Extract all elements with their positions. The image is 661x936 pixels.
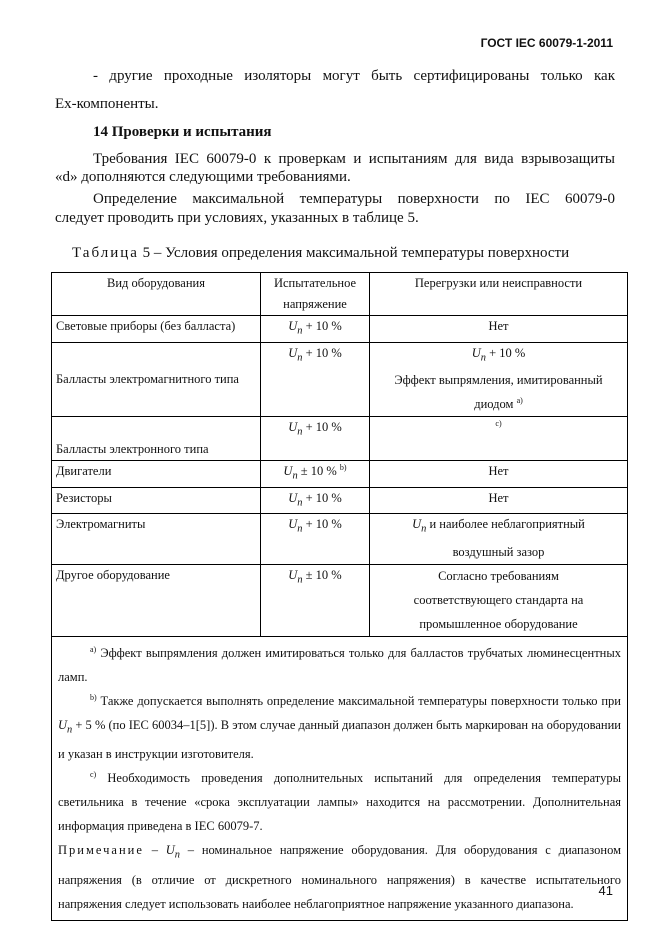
- un-symbol: U: [288, 567, 298, 582]
- footnote-marker: a): [516, 395, 523, 405]
- header-voltage: [261, 273, 370, 316]
- volt-value: + 10 %: [302, 345, 342, 360]
- section-p1-line2: «d» дополняются следующими требованиями.: [55, 169, 351, 185]
- cell-voltage: [261, 316, 370, 343]
- section-p2-line2: следует проводить при условиях, указанных в таблице 5.: [55, 210, 419, 226]
- cell-voltage: [261, 514, 370, 565]
- fault-text: и наиболее неблагоприятный: [426, 517, 585, 531]
- table-header-row: [52, 273, 628, 316]
- un-symbol: U: [471, 345, 481, 360]
- table-notes-row: [52, 636, 628, 920]
- un-sub: n: [421, 523, 427, 535]
- footnote-c: [58, 766, 621, 838]
- note-text: – номинальное напряжение оборудования. Для оборудования с диапазоном напряжения (в отличие от дискретного номинального напряжения) в качестве испытательного напряжения следует использовать наиболее неблагоприятное напряжение указанного диапазона.: [58, 843, 622, 911]
- fault-line-1: [374, 343, 623, 369]
- footnote-a: [58, 641, 621, 689]
- cell-voltage: [261, 417, 370, 461]
- footnote-text: + 5 % (по IEC 60034–1[5]). В этом случае данный диапазон должен быть маркирован на оборудовании и указан в инструкции изготовителя.: [58, 717, 621, 761]
- cell-fault: Нет: [370, 487, 628, 514]
- un-sub: n: [67, 724, 73, 735]
- un-sub: n: [174, 849, 180, 861]
- table-row: [52, 514, 628, 565]
- un-sub: n: [292, 470, 298, 482]
- table-row: [52, 564, 628, 636]
- section-p1-line1: Требования IEC 60079-0 к проверкам и испытаниям для вида взрывозащиты: [93, 151, 615, 167]
- volt-value: + 10 %: [302, 517, 342, 531]
- fault-line-3: промышленное оборудование: [419, 616, 578, 631]
- volt-value: + 10 %: [302, 319, 342, 333]
- table-note: [58, 838, 621, 916]
- un-sub: n: [297, 352, 303, 363]
- un-sub: n: [297, 523, 303, 535]
- un-sub: n: [297, 426, 303, 438]
- cell-voltage: [261, 487, 370, 514]
- table-caption: [72, 245, 569, 262]
- note-label: Примечание: [58, 843, 144, 857]
- page-number: 41: [598, 883, 613, 898]
- table-row: [52, 417, 628, 461]
- un-sub: n: [480, 352, 486, 363]
- fault-text: диодом: [474, 397, 514, 411]
- footnote-text: Также допускается выполнять определение максимальной температуры поверхности только при: [96, 693, 621, 708]
- table-row: [52, 316, 628, 343]
- footnote-marker: b): [90, 692, 97, 702]
- table-row: [52, 487, 628, 514]
- un-sub: n: [297, 497, 303, 508]
- table-caption-label: Таблица: [72, 245, 139, 261]
- un-symbol: U: [288, 420, 298, 434]
- cell-fault: Нет: [370, 461, 628, 488]
- table-row: [52, 461, 628, 488]
- un-symbol: U: [58, 717, 68, 732]
- fault-line-2: воздушный зазор: [452, 544, 545, 559]
- footnote-text: Необходимость проведения дополнительных испытаний для определения температуры светильника в течение «срока эксплуатации лампы» находится на рассмотрении. Дополнительная информация приведена в IEC 60079-7.: [58, 771, 621, 833]
- cell-equipment: Другое оборудование: [52, 564, 261, 636]
- document-standard-header: ГОСТ IEC 60079-1-2011: [480, 36, 613, 50]
- volt-value: ± 10 %: [297, 464, 337, 478]
- cell-equipment: Световые приборы (без балласта): [52, 316, 261, 343]
- fault-text: + 10 %: [485, 345, 526, 360]
- un-symbol: U: [288, 345, 298, 360]
- un-symbol: U: [165, 843, 175, 857]
- cell-equipment: Электромагниты: [52, 514, 261, 565]
- volt-value: + 10 %: [302, 420, 342, 434]
- un-symbol: U: [288, 517, 298, 531]
- volt-value: + 10 %: [302, 490, 342, 505]
- header-equipment: Вид оборудования: [52, 273, 261, 316]
- cell-fault: [370, 564, 628, 636]
- cell-voltage: [261, 461, 370, 488]
- table-notes: [52, 636, 628, 920]
- footnote-marker: c): [90, 769, 97, 779]
- un-symbol: U: [283, 464, 293, 478]
- section-title: 14 Проверки и испытания: [93, 124, 272, 140]
- cell-equipment: Балласты электронного типа: [52, 417, 261, 461]
- fault-line-1: [374, 514, 623, 540]
- cell-voltage: [261, 564, 370, 636]
- header-voltage-l1: Испытательное: [273, 276, 357, 290]
- footnote-marker: a): [90, 644, 97, 654]
- cell-fault: [370, 417, 628, 461]
- un-symbol: U: [412, 517, 422, 531]
- fault-line-3: [374, 392, 623, 416]
- un-symbol: U: [288, 319, 298, 333]
- cell-voltage: [261, 342, 370, 417]
- section-p2-line1: Определение максимальной температуры поверхности по IEC 60079-0: [93, 191, 615, 207]
- note-text: –: [143, 843, 166, 857]
- footnote-marker: b): [339, 462, 347, 472]
- un-symbol: U: [288, 490, 298, 505]
- cell-equipment: Балласты электромагнитного типа: [52, 342, 261, 417]
- un-sub: n: [297, 574, 303, 585]
- header-voltage-l2: напряжение: [283, 297, 347, 311]
- cell-fault: Нет: [370, 316, 628, 343]
- volt-value: ± 10 %: [302, 567, 342, 582]
- un-sub: n: [297, 325, 303, 337]
- footnote-b: [58, 689, 621, 767]
- cell-fault: [370, 514, 628, 565]
- intro-line-2: Ex-компоненты.: [55, 96, 159, 112]
- fault-line-1: Согласно требованиям: [438, 568, 559, 583]
- conditions-table: [51, 272, 628, 921]
- header-fault: Перегрузки или неисправности: [370, 273, 628, 316]
- fault-line-2: Эффект выпрямления, имитированный: [394, 373, 603, 387]
- fault-line-2: соответствующего стандарта на: [413, 592, 584, 607]
- table-caption-text: 5 – Условия определения максимальной температуры поверхности: [138, 245, 570, 261]
- intro-line-1: - другие проходные изоляторы могут быть сертифицированы только как: [93, 68, 615, 84]
- cell-equipment: Резисторы: [52, 487, 261, 514]
- cell-fault: [370, 342, 628, 417]
- footnote-text: Эффект выпрямления должен имитироваться только для балластов трубчатых люминесцентных ламп.: [58, 645, 621, 684]
- table-row: [52, 342, 628, 417]
- cell-equipment: Двигатели: [52, 461, 261, 488]
- footnote-marker: c): [495, 418, 502, 428]
